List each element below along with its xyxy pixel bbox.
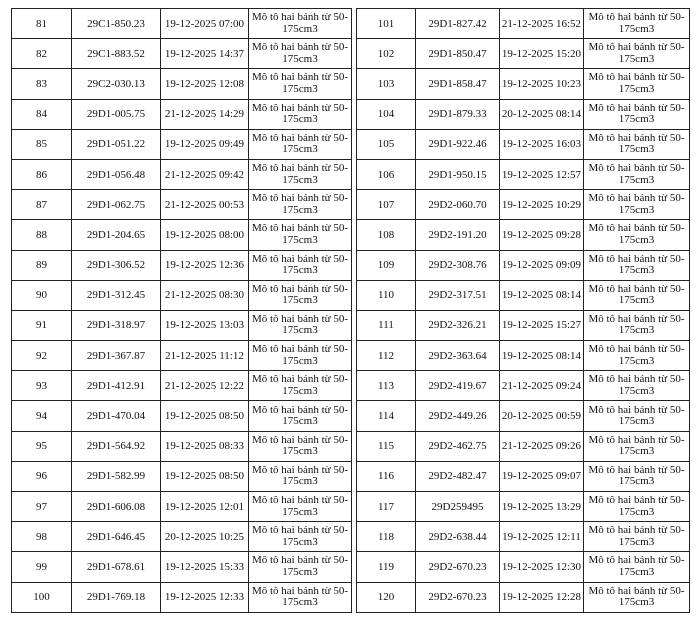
- table-row: [12, 129, 352, 159]
- table-row: [357, 461, 690, 491]
- row-number: 109: [357, 250, 416, 280]
- row-number: 95: [12, 431, 72, 461]
- license-plate: 29D1-922.46: [416, 129, 500, 159]
- vehicle-type: Mô tô hai bánh từ 50-175cm3: [584, 310, 690, 340]
- table-row: [12, 159, 352, 189]
- row-number: 93: [12, 371, 72, 401]
- violation-time: 19-12-2025 12:01: [161, 492, 249, 522]
- table-row: [357, 552, 690, 582]
- violation-time: 19-12-2025 12:08: [161, 69, 249, 99]
- row-number: 97: [12, 492, 72, 522]
- violation-time: 19-12-2025 12:28: [500, 582, 584, 612]
- violation-time: 19-12-2025 13:29: [500, 492, 584, 522]
- license-plate: 29D2-363.64: [416, 341, 500, 371]
- license-plate: 29D2-670.23: [416, 582, 500, 612]
- license-plate: 29D1-204.65: [72, 220, 161, 250]
- violation-time: 19-12-2025 08:50: [161, 461, 249, 491]
- vehicle-type: Mô tô hai bánh từ 50-175cm3: [249, 220, 352, 250]
- row-number: 108: [357, 220, 416, 250]
- license-plate: 29D2-670.23: [416, 552, 500, 582]
- license-plate: 29D1-051.22: [72, 129, 161, 159]
- violation-time: 19-12-2025 08:00: [161, 220, 249, 250]
- left-table-body: [12, 9, 352, 613]
- violation-time: 19-12-2025 12:33: [161, 582, 249, 612]
- table-row: [357, 99, 690, 129]
- table-row: [12, 461, 352, 491]
- license-plate: 29D2-482.47: [416, 461, 500, 491]
- table-row: [357, 341, 690, 371]
- vehicle-type: Mô tô hai bánh từ 50-175cm3: [249, 431, 352, 461]
- license-plate: 29D1-858.47: [416, 69, 500, 99]
- vehicle-type: Mô tô hai bánh từ 50-175cm3: [584, 552, 690, 582]
- vehicle-type: Mô tô hai bánh từ 50-175cm3: [584, 190, 690, 220]
- row-number: 88: [12, 220, 72, 250]
- vehicle-type: Mô tô hai bánh từ 50-175cm3: [249, 522, 352, 552]
- license-plate: 29D1-582.99: [72, 461, 161, 491]
- row-number: 89: [12, 250, 72, 280]
- table-row: [12, 371, 352, 401]
- vehicle-type: Mô tô hai bánh từ 50-175cm3: [584, 582, 690, 612]
- violation-time: 19-12-2025 10:29: [500, 190, 584, 220]
- table-row: [12, 39, 352, 69]
- vehicle-type: Mô tô hai bánh từ 50-175cm3: [249, 9, 352, 39]
- vehicle-type: Mô tô hai bánh từ 50-175cm3: [584, 341, 690, 371]
- license-plate: 29D1-062.75: [72, 190, 161, 220]
- vehicle-type: Mô tô hai bánh từ 50-175cm3: [249, 39, 352, 69]
- license-plate: 29D2-449.26: [416, 401, 500, 431]
- row-number: 96: [12, 461, 72, 491]
- row-number: 87: [12, 190, 72, 220]
- row-number: 101: [357, 9, 416, 39]
- vehicle-type: Mô tô hai bánh từ 50-175cm3: [584, 461, 690, 491]
- license-plate: 29D1-306.52: [72, 250, 161, 280]
- license-plate: 29C1-850.23: [72, 9, 161, 39]
- license-plate: 29D1-879.33: [416, 99, 500, 129]
- row-number: 117: [357, 492, 416, 522]
- violation-time: 19-12-2025 12:57: [500, 159, 584, 189]
- violation-time: 19-12-2025 09:07: [500, 461, 584, 491]
- row-number: 113: [357, 371, 416, 401]
- row-number: 116: [357, 461, 416, 491]
- violation-time: 19-12-2025 08:14: [500, 280, 584, 310]
- table-row: [12, 582, 352, 612]
- row-number: 119: [357, 552, 416, 582]
- violation-time: 20-12-2025 00:59: [500, 401, 584, 431]
- row-number: 83: [12, 69, 72, 99]
- vehicle-type: Mô tô hai bánh từ 50-175cm3: [584, 9, 690, 39]
- row-number: 81: [12, 9, 72, 39]
- table-row: [12, 99, 352, 129]
- violation-time: 19-12-2025 08:14: [500, 341, 584, 371]
- license-plate: 29D2-638.44: [416, 522, 500, 552]
- table-row: [357, 310, 690, 340]
- table-row: [357, 280, 690, 310]
- row-number: 104: [357, 99, 416, 129]
- vehicle-type: Mô tô hai bánh từ 50-175cm3: [584, 492, 690, 522]
- violation-time: 19-12-2025 09:28: [500, 220, 584, 250]
- table-row: [357, 190, 690, 220]
- license-plate: 29C1-883.52: [72, 39, 161, 69]
- vehicle-type: Mô tô hai bánh từ 50-175cm3: [584, 129, 690, 159]
- row-number: 115: [357, 431, 416, 461]
- violation-time: 21-12-2025 00:53: [161, 190, 249, 220]
- row-number: 106: [357, 159, 416, 189]
- row-number: 90: [12, 280, 72, 310]
- row-number: 94: [12, 401, 72, 431]
- table-row: [357, 39, 690, 69]
- violation-time: 19-12-2025 12:36: [161, 250, 249, 280]
- vehicle-type: Mô tô hai bánh từ 50-175cm3: [249, 461, 352, 491]
- row-number: 99: [12, 552, 72, 582]
- license-plate: 29D1-827.42: [416, 9, 500, 39]
- table-row: [12, 341, 352, 371]
- table-row: [12, 401, 352, 431]
- table-row: [12, 9, 352, 39]
- row-number: 107: [357, 190, 416, 220]
- violation-time: 21-12-2025 14:29: [161, 99, 249, 129]
- vehicle-type: Mô tô hai bánh từ 50-175cm3: [584, 159, 690, 189]
- vehicle-type: Mô tô hai bánh từ 50-175cm3: [584, 371, 690, 401]
- table-row: [357, 9, 690, 39]
- license-plate: 29D1-950.15: [416, 159, 500, 189]
- row-number: 105: [357, 129, 416, 159]
- license-plate: 29C2-030.13: [72, 69, 161, 99]
- violation-time: 19-12-2025 13:03: [161, 310, 249, 340]
- license-plate: 29D2-419.67: [416, 371, 500, 401]
- violation-time: 19-12-2025 16:03: [500, 129, 584, 159]
- vehicle-type: Mô tô hai bánh từ 50-175cm3: [249, 69, 352, 99]
- vehicle-type: Mô tô hai bánh từ 50-175cm3: [249, 310, 352, 340]
- violation-time: 19-12-2025 12:11: [500, 522, 584, 552]
- vehicle-type: Mô tô hai bánh từ 50-175cm3: [249, 552, 352, 582]
- license-plate: 29D1-312.45: [72, 280, 161, 310]
- row-number: 100: [12, 582, 72, 612]
- row-number: 84: [12, 99, 72, 129]
- violation-time: 19-12-2025 08:33: [161, 431, 249, 461]
- row-number: 91: [12, 310, 72, 340]
- license-plate: 29D2-308.76: [416, 250, 500, 280]
- vehicle-type: Mô tô hai bánh từ 50-175cm3: [249, 129, 352, 159]
- row-number: 102: [357, 39, 416, 69]
- vehicle-type: Mô tô hai bánh từ 50-175cm3: [249, 190, 352, 220]
- vehicle-type: Mô tô hai bánh từ 50-175cm3: [584, 220, 690, 250]
- table-row: [12, 220, 352, 250]
- row-number: 86: [12, 159, 72, 189]
- row-number: 98: [12, 522, 72, 552]
- violation-time: 21-12-2025 09:24: [500, 371, 584, 401]
- vehicle-type: Mô tô hai bánh từ 50-175cm3: [249, 401, 352, 431]
- vehicle-type: Mô tô hai bánh từ 50-175cm3: [584, 401, 690, 431]
- row-number: 120: [357, 582, 416, 612]
- table-row: [357, 401, 690, 431]
- violation-time: 19-12-2025 10:23: [500, 69, 584, 99]
- vehicle-type: Mô tô hai bánh từ 50-175cm3: [584, 39, 690, 69]
- license-plate: 29D1-850.47: [416, 39, 500, 69]
- table-row: [12, 492, 352, 522]
- license-plate: 29D1-564.92: [72, 431, 161, 461]
- license-plate: 29D2-326.21: [416, 310, 500, 340]
- table-row: [357, 220, 690, 250]
- row-number: 112: [357, 341, 416, 371]
- vehicle-type: Mô tô hai bánh từ 50-175cm3: [249, 582, 352, 612]
- license-plate: 29D2-060.70: [416, 190, 500, 220]
- license-plate: 29D1-056.48: [72, 159, 161, 189]
- row-number: 111: [357, 310, 416, 340]
- license-plate: 29D1-646.45: [72, 522, 161, 552]
- row-number: 103: [357, 69, 416, 99]
- table-row: [12, 431, 352, 461]
- license-plate: 29D2-191.20: [416, 220, 500, 250]
- vehicle-type: Mô tô hai bánh từ 50-175cm3: [584, 99, 690, 129]
- vehicle-type: Mô tô hai bánh từ 50-175cm3: [249, 280, 352, 310]
- license-plate: 29D1-412.91: [72, 371, 161, 401]
- table-row: [12, 190, 352, 220]
- vehicle-type: Mô tô hai bánh từ 50-175cm3: [249, 250, 352, 280]
- table-row: [357, 159, 690, 189]
- table-row: [357, 250, 690, 280]
- license-plate: 29D1-005.75: [72, 99, 161, 129]
- vehicle-type: Mô tô hai bánh từ 50-175cm3: [249, 341, 352, 371]
- table-row: [357, 582, 690, 612]
- row-number: 118: [357, 522, 416, 552]
- table-row: [357, 492, 690, 522]
- vehicle-type: Mô tô hai bánh từ 50-175cm3: [249, 492, 352, 522]
- row-number: 114: [357, 401, 416, 431]
- row-number: 85: [12, 129, 72, 159]
- table-row: [357, 129, 690, 159]
- license-plate: 29D2-462.75: [416, 431, 500, 461]
- row-number: 92: [12, 341, 72, 371]
- table-row: [357, 371, 690, 401]
- violation-time: 20-12-2025 08:14: [500, 99, 584, 129]
- vehicle-type: Mô tô hai bánh từ 50-175cm3: [584, 280, 690, 310]
- license-plate: 29D1-769.18: [72, 582, 161, 612]
- table-row: [12, 522, 352, 552]
- violation-table-right: [356, 8, 690, 613]
- violation-time: 19-12-2025 08:50: [161, 401, 249, 431]
- violation-time: 20-12-2025 10:25: [161, 522, 249, 552]
- table-row: [12, 310, 352, 340]
- vehicle-type: Mô tô hai bánh từ 50-175cm3: [584, 250, 690, 280]
- table-row: [12, 280, 352, 310]
- row-number: 82: [12, 39, 72, 69]
- violation-time: 19-12-2025 15:20: [500, 39, 584, 69]
- violation-time: 21-12-2025 08:30: [161, 280, 249, 310]
- violation-time: 19-12-2025 15:27: [500, 310, 584, 340]
- vehicle-type: Mô tô hai bánh từ 50-175cm3: [249, 99, 352, 129]
- vehicle-type: Mô tô hai bánh từ 50-175cm3: [584, 522, 690, 552]
- table-row: [12, 552, 352, 582]
- violation-time: 19-12-2025 15:33: [161, 552, 249, 582]
- violation-table-left: [11, 8, 352, 613]
- violation-time: 19-12-2025 12:30: [500, 552, 584, 582]
- vehicle-type: Mô tô hai bánh từ 50-175cm3: [249, 159, 352, 189]
- violation-time: 21-12-2025 12:22: [161, 371, 249, 401]
- violation-time: 19-12-2025 09:09: [500, 250, 584, 280]
- violation-time: 21-12-2025 09:26: [500, 431, 584, 461]
- table-row: [12, 69, 352, 99]
- license-plate: 29D1-678.61: [72, 552, 161, 582]
- right-table-body: [357, 9, 690, 613]
- violation-list: [11, 8, 688, 613]
- violation-time: 19-12-2025 07:00: [161, 9, 249, 39]
- vehicle-type: Mô tô hai bánh từ 50-175cm3: [249, 371, 352, 401]
- vehicle-type: Mô tô hai bánh từ 50-175cm3: [584, 431, 690, 461]
- license-plate: 29D1-470.04: [72, 401, 161, 431]
- table-row: [357, 69, 690, 99]
- license-plate: 29D2-317.51: [416, 280, 500, 310]
- row-number: 110: [357, 280, 416, 310]
- violation-time: 19-12-2025 09:49: [161, 129, 249, 159]
- violation-time: 21-12-2025 11:12: [161, 341, 249, 371]
- license-plate: 29D1-367.87: [72, 341, 161, 371]
- table-row: [357, 431, 690, 461]
- license-plate: 29D1-318.97: [72, 310, 161, 340]
- violation-time: 19-12-2025 14:37: [161, 39, 249, 69]
- license-plate: 29D1-606.08: [72, 492, 161, 522]
- vehicle-type: Mô tô hai bánh từ 50-175cm3: [584, 69, 690, 99]
- violation-time: 21-12-2025 16:52: [500, 9, 584, 39]
- table-row: [12, 250, 352, 280]
- violation-time: 21-12-2025 09:42: [161, 159, 249, 189]
- license-plate: 29D259495: [416, 492, 500, 522]
- table-row: [357, 522, 690, 552]
